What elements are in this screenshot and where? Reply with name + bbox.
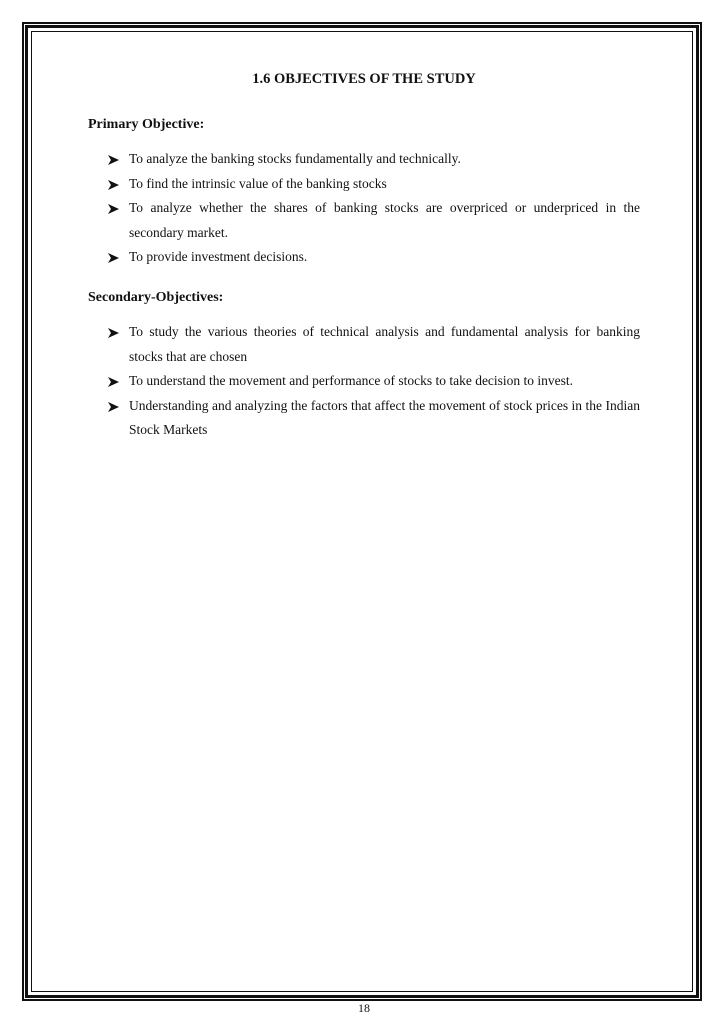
list-item [108, 394, 640, 443]
list-item [108, 320, 640, 369]
secondary-objectives-list [108, 320, 640, 443]
list-item [108, 147, 640, 172]
list-item [108, 172, 640, 197]
section-title: 1.6 OBJECTIVES OF THE STUDY [252, 71, 476, 87]
list-item-text: To provide investment decisions. [129, 249, 308, 264]
list-item [108, 245, 640, 270]
primary-objectives-list [108, 147, 640, 270]
list-item-text: To analyze the banking stocks fundamentally and technically. [129, 151, 461, 166]
list-item [108, 196, 640, 245]
primary-objective-heading: Primary Objective: [88, 117, 205, 132]
arrowhead-bullet-icon [108, 402, 119, 412]
list-item-text: Understanding and analyzing the factors that affect the movement of stock prices in the Indian Stock Markets [129, 397, 640, 437]
list-item [108, 369, 640, 394]
secondary-objectives-heading: Secondary-Objectives: [88, 290, 224, 305]
arrowhead-bullet-icon [108, 377, 119, 387]
list-item-text: To understand the movement and performance of stocks to take decision to invest. [129, 373, 574, 388]
arrowhead-bullet-icon [108, 328, 119, 338]
arrowhead-bullet-icon [108, 204, 119, 214]
page-number: 18 [358, 1001, 370, 1015]
arrowhead-bullet-icon [108, 180, 119, 190]
list-item-text: To analyze whether the shares of banking stocks are overpriced or underpriced in the secondary market. [129, 200, 640, 240]
list-item-text: To study the various theories of technical analysis and fundamental analysis for banking stocks that are chosen [129, 324, 640, 364]
list-item-text: To find the intrinsic value of the banking stocks [129, 175, 387, 191]
arrowhead-bullet-icon [108, 253, 119, 263]
arrowhead-bullet-icon [108, 155, 119, 165]
